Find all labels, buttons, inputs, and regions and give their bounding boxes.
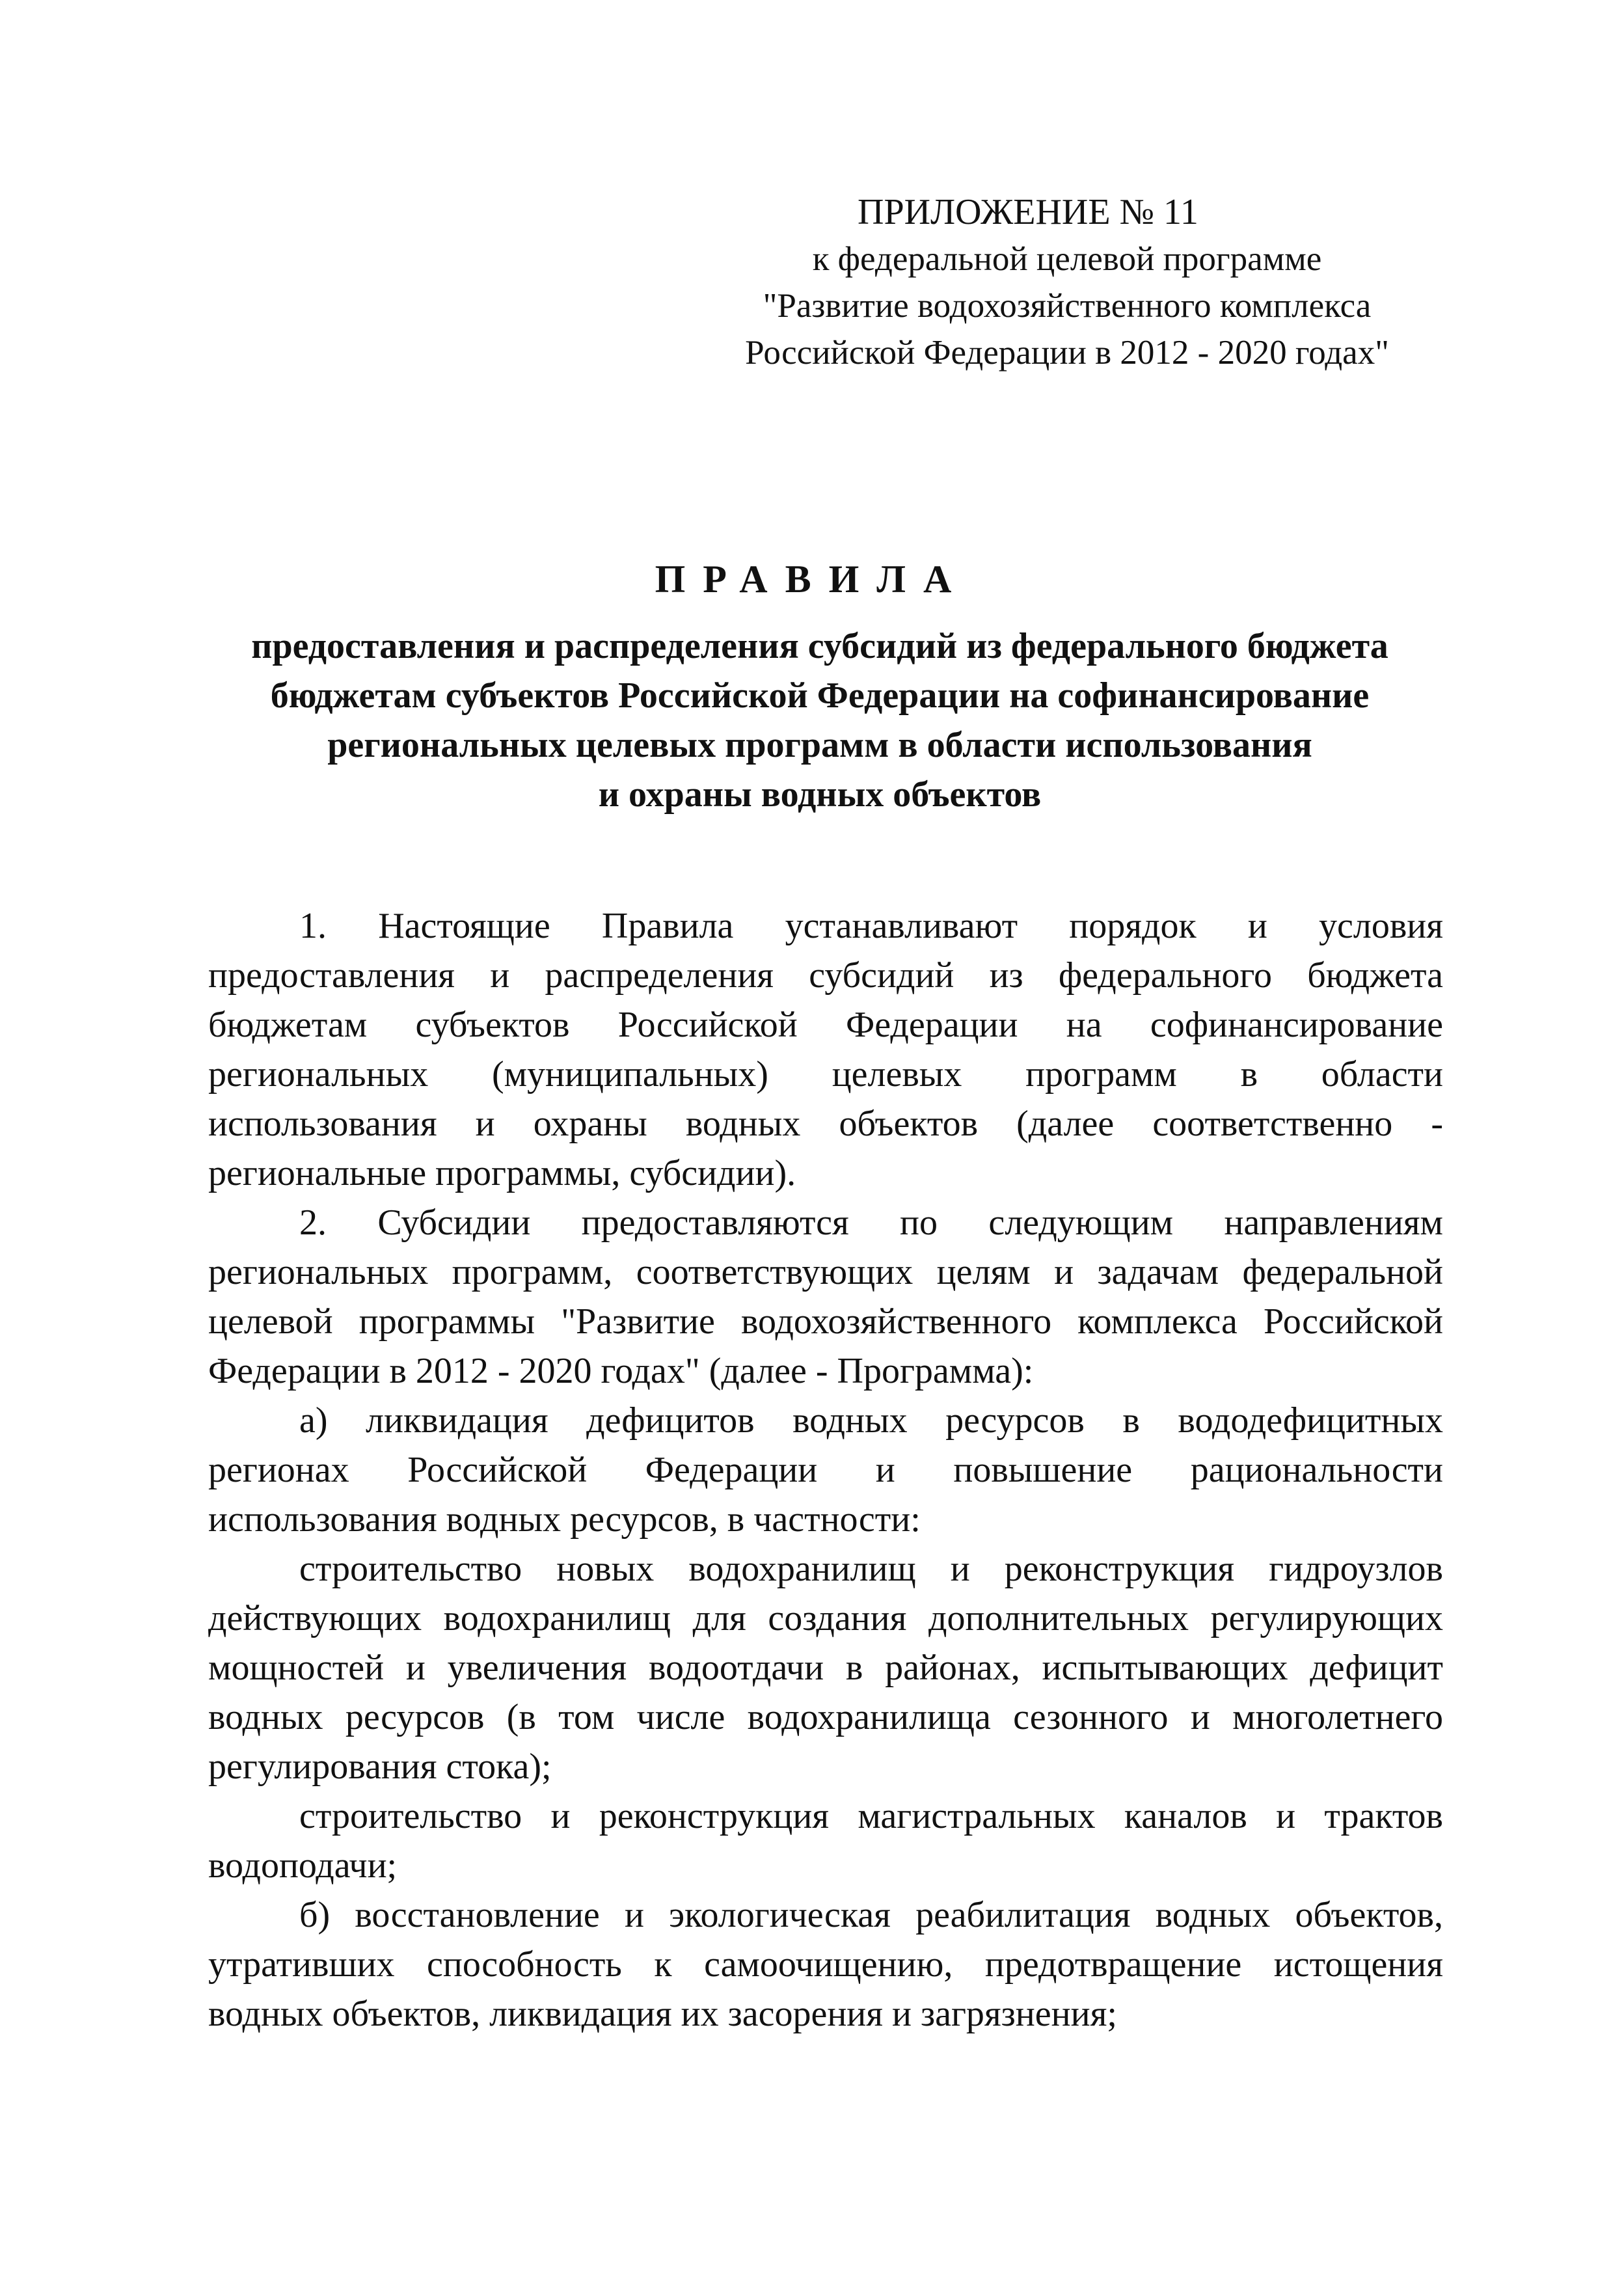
- item-a-sub-line: регулирования стока);: [208, 1746, 552, 1787]
- document-body: [208, 901, 1443, 2039]
- paragraph-2-line: региональных программ, соответствующих целям и задачам федеральной: [208, 1252, 1443, 1292]
- item-a-sub2-line: водоподачи;: [208, 1845, 398, 1886]
- appendix-header: [677, 189, 1457, 376]
- paragraph-2-line: целевой программы "Развитие водохозяйственного комплекса Российской: [208, 1301, 1443, 1342]
- item-a-line: а) ликвидация дефицитов водных ресурсов в вододефицитных: [299, 1400, 1443, 1441]
- item-a-line: использования водных ресурсов, в частности:: [208, 1499, 921, 1540]
- appendix-line: к федеральной целевой программе: [812, 240, 1322, 278]
- item-a-sub-line: водных ресурсов (в том числе водохранилища сезонного и многолетнего: [208, 1697, 1443, 1737]
- item-a-sub-line: строительство новых водохранилищ и реконструкция гидроузлов: [299, 1549, 1443, 1589]
- appendix-line: Российской Федерации в 2012 - 2020 годах": [745, 334, 1389, 372]
- subtitle-line: и охраны водных объектов: [598, 774, 1042, 815]
- paragraph-2-line: Федерации в 2012 - 2020 годах" (далее - Программа):: [208, 1351, 1034, 1391]
- appendix-number: ПРИЛОЖЕНИЕ № 11: [858, 192, 1198, 232]
- paragraph-1-line: предоставления и распределения субсидий из федерального бюджета: [208, 955, 1443, 996]
- item-b-line: утративших способность к самоочищению, предотвращение истощения: [208, 1944, 1443, 1985]
- paragraph-1-line: 1. Настоящие Правила устанавливают порядок и условия: [299, 906, 1443, 946]
- paragraph-1-line: использования и охраны водных объектов (далее соответственно -: [208, 1104, 1443, 1144]
- item-a-sub-line: действующих водохранилищ для создания дополнительных регулирующих: [208, 1598, 1443, 1638]
- document-title: ПРАВИЛА: [655, 558, 969, 601]
- paragraph-1-line: бюджетам субъектов Российской Федерации на софинансирование: [208, 1005, 1443, 1045]
- subtitle-line: региональных целевых программ в области использования: [327, 725, 1312, 765]
- paragraph-1-line: региональные программы, субсидии).: [208, 1153, 796, 1193]
- document-subtitle: [169, 621, 1470, 819]
- item-b-line: водных объектов, ликвидация их засорения и загрязнения;: [208, 1994, 1117, 2034]
- paragraph-1-line: региональных (муниципальных) целевых программ в области: [208, 1054, 1443, 1094]
- paragraph-2-line: 2. Субсидии предоставляются по следующим направлениям: [299, 1202, 1443, 1243]
- item-a-sub-line: мощностей и увеличения водоотдачи в районах, испытывающих дефицит: [208, 1648, 1443, 1688]
- item-b-line: б) восстановление и экологическая реабилитация водных объектов,: [299, 1895, 1443, 1935]
- item-a-sub2-line: строительство и реконструкция магистральных каналов и трактов: [299, 1796, 1443, 1836]
- appendix-line: "Развитие водохозяйственного комплекса: [763, 287, 1372, 325]
- subtitle-line: предоставления и распределения субсидий из федерального бюджета: [251, 626, 1388, 666]
- item-a-line: регионах Российской Федерации и повышение рациональности: [208, 1450, 1443, 1490]
- subtitle-line: бюджетам субъектов Российской Федерации на софинансирование: [270, 675, 1370, 716]
